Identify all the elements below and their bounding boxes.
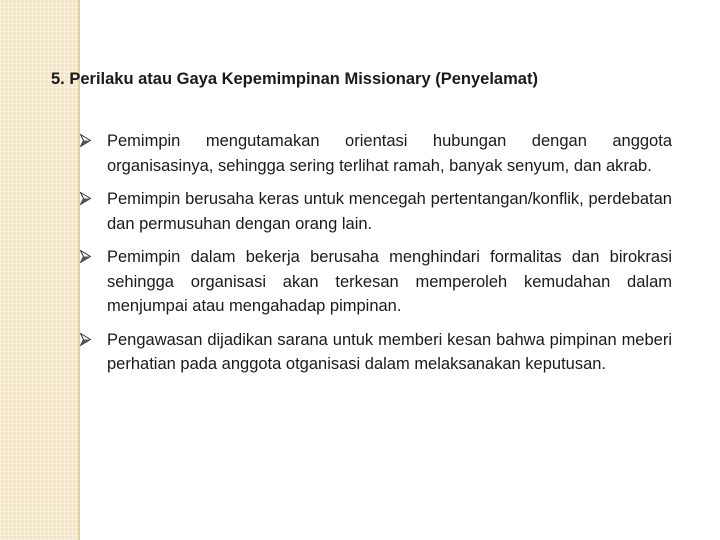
arrowhead-bullet-icon	[80, 134, 91, 147]
bullet-item-2	[80, 187, 672, 236]
arrowhead-bullet-icon	[80, 333, 91, 346]
slide-title: 5. Perilaku atau Gaya Kepemimpinan Missionary (Penyelamat)	[51, 70, 538, 88]
bullet-text: Pemimpin berusaha keras untuk mencegah pertentangan/konflik, perdebatan dan permusuhan dengan orang lain.	[107, 190, 672, 233]
bullet-text: Pemimpin dalam bekerja berusaha menghindari formalitas dan birokrasi sehingga organisasi akan terkesan memperoleh kemudahan dalam menjumpai atau mengahadap pimpinan.	[107, 248, 672, 315]
arrowhead-bullet-icon	[80, 250, 91, 263]
bullet-text: Pengawasan dijadikan sarana untuk memberi kesan bahwa pimpinan meberi perhatian pada anggota otganisasi dalam melaksanakan keputusan.	[107, 330, 672, 373]
arrowhead-bullet-icon	[80, 192, 91, 205]
bullet-item-3	[80, 245, 672, 319]
bullet-item-4	[80, 328, 672, 377]
bullet-list	[80, 129, 672, 386]
bullet-item-1	[80, 129, 672, 178]
bullet-text: Pemimpin mengutamakan orientasi hubungan dengan anggota organisasinya, sehingga sering terlihat ramah, banyak senyum, dan akrab.	[107, 132, 672, 175]
